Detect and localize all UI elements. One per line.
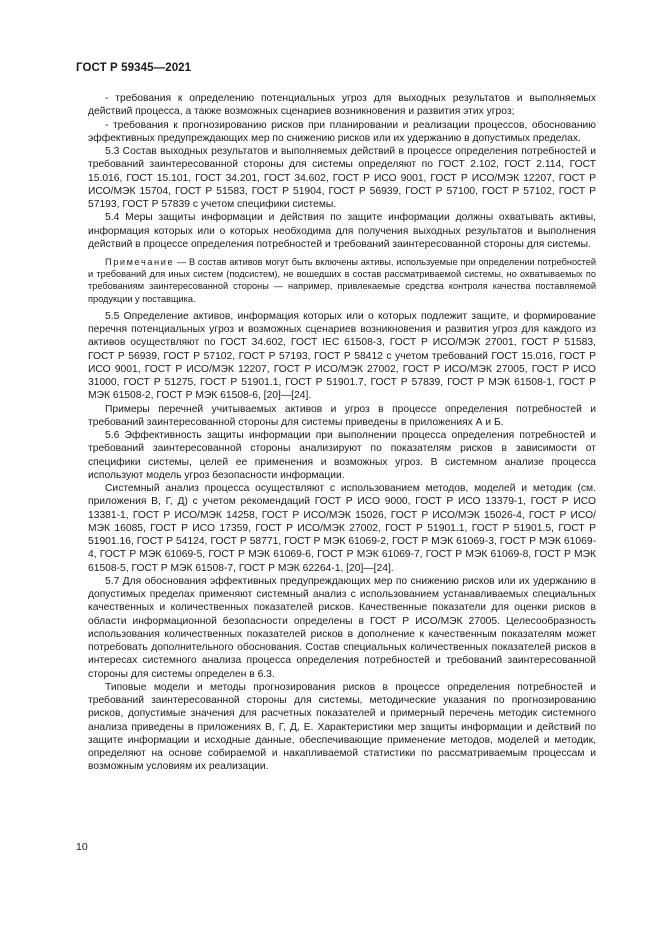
note (88, 256, 596, 305)
document-header: ГОСТ Р 59345—2021 (76, 62, 192, 74)
page-number: 10 (76, 841, 88, 853)
paragraph-typical-models: Типовые модели и методы прогнозирования рисков в процессе определения потребностей и требований заинтересованной стороны для системы, методические указания по прогнозированию рисков, допустимые значения для расчетных показателей и примерный перечень методик системного анализа приведены в приложениях В, Г, Д, Е. Характеристики мер защиты информации и действий по защите информации и исходные данные, обеспечивающие применение методов, моделей и методик, определяют на основе собираемой и накапливаемой статистики по рассматриваемым процессам и возможным условиям их реализации. (88, 681, 596, 773)
paragraph-5-6: 5.6 Эффективность защиты информации при выполнении процесса определения потребностей и требований заинтересованной стороны анализируют по показателям рисков в зависимости от специфики системы, целей ее применения и возможных угроз. В системном анализе процесса используют модель угроз безопасности информации. (88, 430, 596, 481)
paragraph-system-analysis: Системный анализ процесса осуществляют с использованием методов, моделей и методик (см. приложения В, Г, Д) с учетом рекомендаций ГОСТ Р ИСО 9000, ГОСТ Р ИСО 13379-1, ГОСТ Р ИСО 13381-1, ГОСТ Р ИСО/МЭК 14258, ГОСТ Р ИСО/МЭК 15026, ГОСТ Р ИСО/МЭК 15026-4, ГОСТ Р ИСО/МЭК 16085, ГОСТ Р ИСО 17359, ГОСТ Р ИСО/МЭК 27002, ГОСТ Р 51901.1, ГОСТ Р 51901.5, ГОСТ Р 51901.16, ГОСТ Р 54124, ГОСТ Р 58771, ГОСТ Р МЭК 61069-2, ГОСТ Р МЭК 61069-3, ГОСТ Р МЭК 61069-4, ГОСТ Р МЭК 61069-5, ГОСТ Р МЭК 61069-6, ГОСТ Р МЭК 61069-7, ГОСТ Р МЭК 61069-8, ГОСТ Р МЭК 61508-5, ГОСТ Р МЭК 61508-7, ГОСТ Р МЭК 62264-1, [20]—[24]. (88, 483, 596, 574)
document-body (88, 92, 596, 774)
paragraph-5-3: 5.3 Состав выходных результатов и выполняемых действий в процессе определения потребностей и требований заинтересованной стороны для системы определяют по ГОСТ 2.102, ГОСТ 2.114, ГОСТ 15.016, ГОСТ 15.101, ГОСТ 34.201, ГОСТ 34.602, ГОСТ Р ИСО 9001, ГОСТ Р ИСО/МЭК 12207, ГОСТ Р ИСО/МЭК 15704, ГОСТ Р 51583, ГОСТ Р 51904, ГОСТ Р 56939, ГОСТ Р 57100, ГОСТ Р 57102, ГОСТ Р 57193, ГОСТ Р 57839 с учетом специфики системы. (88, 146, 596, 210)
paragraph-risk-forecast-requirement: - требования к прогнозированию рисков при планировании и реализации процессов, обоснованию эффективных предупреждающих мер по снижению рисков или их удержанию в допустимых пределах. (88, 119, 596, 144)
paragraph-5-4: 5.4 Меры защиты информации и действия по защите информации должны охватывать активы, информация которых или о которых необходима для получения выходных результатов и выполнения действий в процессе определения потребностей и требований заинтересованной стороны для системы. (88, 212, 596, 250)
note-label: Примечание (105, 257, 175, 267)
paragraph-5-7: 5.7 Для обоснования эффективных предупреждающих мер по снижению рисков или их удержанию в допустимых пределах применяют системный анализ с использованием устанавливаемых специальных качественных и количественных показателей рисков. Качественные показатели для оценки рисков в области информационной безопасности определены в ГОСТ Р ИСО/МЭК 27005. Целесообразность использования количественных показателей рисков в дополнение к качественным показателям может потребовать дополнительного обоснования. Состав специальных количественных показателей рисков в интересах системного анализа процесса определения потребностей и требований заинтересованной стороны для системы определен в 6.3. (88, 575, 596, 680)
paragraph-asset-examples: Примеры перечней учитываемых активов и угроз в процессе определения потребностей и требований заинтересованной стороны для системы приведены в приложениях А и Б. (88, 403, 596, 428)
paragraph-5-5: 5.5 Определение активов, информация которых или о которых подлежит защите, и формирование перечня потенциальных угроз и возможных сценариев возникновения и развития угроз для каждого из активов осуществляют по ГОСТ 34.602, ГОСТ IEC 61508-3, ГОСТ Р ИСО/МЭК 27001, ГОСТ Р 51583, ГОСТ Р 56939, ГОСТ Р 57102, ГОСТ Р 57193, ГОСТ Р 58412 с учетом требований ГОСТ 15.016, ГОСТ Р ИСО 9001, ГОСТ Р ИСО/МЭК 12207, ГОСТ Р ИСО/МЭК 27002, ГОСТ Р ИСО/МЭК 27005, ГОСТ Р ИСО 31000, ГОСТ Р 51275, ГОСТ Р 51901.1, ГОСТ Р 51901.7, ГОСТ Р 57839, ГОСТ Р МЭК 61508-1, ГОСТ Р МЭК 61508-2, ГОСТ Р МЭК 61508-6, [20]—[24]. (88, 310, 596, 402)
paragraph-threats-requirement: - требования к определению потенциальных угроз для выходных результатов и выполняемых действий процесса, а также возможных сценариев возникновения и развития этих угроз; (88, 93, 596, 118)
note-text: — В состав активов могут быть включены активы, используемые при определении потребностей и требований для иных систем (подсистем), не вошедших в состав рассматриваемой системы, но охватываемых по требованиям заинтересованной стороны — например, привлекаемые средства контроля качества поставляемой продукции у поставщика. (88, 257, 596, 304)
